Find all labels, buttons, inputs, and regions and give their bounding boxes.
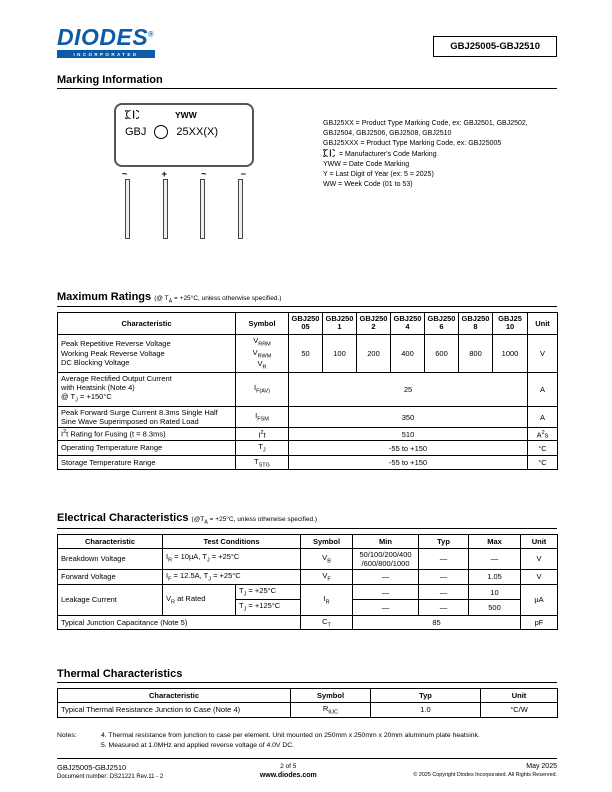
value-cell: 350: [289, 406, 528, 428]
footer-date: May 2025: [526, 763, 557, 770]
legend-line: [323, 149, 528, 160]
max-cell: 10: [469, 584, 521, 599]
col-unit: Unit: [521, 534, 558, 548]
value-cell: 50: [289, 335, 323, 373]
notes-label: Notes:: [57, 731, 77, 739]
section-title: Thermal Characteristics: [57, 668, 183, 681]
maximum-ratings-table: [57, 312, 558, 471]
col-part-gbj25005: GBJ250 05: [289, 312, 323, 334]
unit-cell: V: [521, 548, 558, 569]
value-cell: 85: [353, 615, 521, 630]
legend-line-text: = Manufacturer's Code Marking: [338, 150, 437, 158]
package-top-marking: [125, 110, 243, 120]
legend-line: YWW = Date Code Marking: [323, 161, 410, 169]
marking-type-code: 25XX(X): [176, 125, 218, 138]
value-cell: 510: [289, 428, 528, 441]
ul-mark-icon: [154, 125, 168, 139]
col-part-gbj2508: GBJ250 8: [459, 312, 493, 334]
thermal-characteristics-heading: [57, 668, 557, 683]
section-title: Marking Information: [57, 73, 163, 86]
value-cell: -55 to +150: [289, 455, 528, 470]
col-part-gbj2502: GBJ250 2: [357, 312, 391, 334]
marking-content: [57, 103, 557, 239]
diodes-mark-icon: [323, 149, 335, 157]
table-header-row: [58, 312, 558, 334]
section-subtitle: ($@T_A = +25^\circ C$, unless otherwise specified.): [191, 516, 318, 526]
note-item: 5. Measured at 1.0MHz and applied reverse voltage of 4.0V DC.: [101, 741, 295, 749]
table-row: [58, 455, 558, 470]
unit-cell: °C/W: [481, 703, 558, 718]
value-cell: 25: [289, 372, 528, 406]
characteristic-cell: Typical Junction Capacitance (Note 5): [58, 615, 301, 630]
typ-cell: —: [419, 584, 469, 599]
col-part-gbj2501: GBJ250 1: [323, 312, 357, 334]
col-unit: Unit: [528, 312, 558, 334]
electrical-characteristics-table: [57, 534, 558, 631]
symbol-cell: $I_{FSM}$: [236, 406, 289, 428]
max-cell: —: [469, 548, 521, 569]
min-cell: —: [353, 584, 419, 599]
part-number-box: GBJ25005-GBJ2510: [433, 36, 557, 57]
characteristic-cell: $I^2t$ Rating for Fusing (t = 8.3ms): [58, 428, 236, 441]
characteristic-cell: Peak Forward Surge Current 8.3ms Single Half Sine Wave Superimposed on Rated Load: [58, 406, 236, 428]
col-characteristic: Characteristic: [58, 689, 291, 703]
diodes-mark-icon: [125, 110, 139, 119]
col-part-gbj2504: GBJ250 4: [391, 312, 425, 334]
notes-items: [101, 731, 480, 751]
symbol-cell: $V_B$: [301, 548, 353, 569]
unit-cell: µA: [521, 584, 558, 615]
col-typ: Typ: [371, 689, 481, 703]
pin-symbol-minus: −: [240, 168, 246, 179]
col-max: Max: [469, 534, 521, 548]
section-title: Maximum Ratings: [57, 290, 152, 303]
website-link[interactable]: www.diodes.com: [259, 772, 317, 779]
symbol-cell: $V_F$: [301, 569, 353, 584]
table-row: [58, 548, 558, 569]
footer-part-number: GBJ25005-GBJ2510: [57, 763, 127, 772]
typ-cell: —: [419, 600, 469, 615]
marking-gbj: GBJ: [125, 125, 147, 138]
notes-block: [57, 731, 557, 751]
diodes-logo-text: DIODES®: [57, 24, 154, 50]
typ-cell: —: [419, 548, 469, 569]
marking-legend: [323, 119, 528, 239]
characteristic-cell: Average Rectified Output Current with Heatsink (Note 4) @ $T_J = +150^\circ C$: [58, 372, 236, 406]
value-cell: 600: [425, 335, 459, 373]
unit-cell: °C: [528, 455, 558, 470]
copyright-text: © 2025 Copyright Diodes Incorporated. All Rights Reserved.: [413, 772, 557, 778]
electrical-characteristics-heading: [57, 512, 557, 528]
symbol-cell: $I_R$: [301, 584, 353, 615]
legend-line: GBJ25XXX = Product Type Marking Code, ex: GBJ25005: [323, 139, 502, 147]
max-cell: 500: [469, 600, 521, 615]
symbol-cell: $I^2t$: [236, 428, 289, 441]
symbol-cell: $I_{F(AV)}$: [236, 372, 289, 406]
document-number: Document number: DS21221 Rev.11 - 2: [57, 774, 164, 780]
conditions-cell: $I_F = 12.5A$, $T_J = +25^\circ C$: [163, 569, 301, 584]
table-row: [58, 441, 558, 456]
col-typ: Typ: [419, 534, 469, 548]
unit-cell: V: [521, 569, 558, 584]
characteristic-cell: Leakage Current: [58, 584, 163, 615]
page-footer: [57, 758, 557, 780]
value-cell: 800: [459, 335, 493, 373]
table-row: [58, 569, 558, 584]
unit-cell: A: [528, 372, 558, 406]
section-title: Electrical Characteristics: [57, 512, 189, 525]
package-leg: [238, 179, 243, 239]
diodes-logo-subtext: INCORPORATED: [57, 50, 155, 58]
package-type-marking: [125, 125, 243, 139]
col-symbol: Symbol: [291, 689, 371, 703]
col-symbol: Symbol: [236, 312, 289, 334]
table-row: [58, 703, 558, 718]
page-indicator: 2 of 5: [280, 763, 297, 770]
maximum-ratings-heading: [57, 291, 557, 307]
footer-right: [413, 763, 557, 778]
conditions-cell: $V_R$ at Rated: [163, 584, 236, 615]
package-leg: [163, 179, 168, 239]
section-subtitle: (@ $T_A = +25^\circ C$, unless otherwise specified.): [154, 294, 282, 304]
package-legs: [125, 179, 243, 239]
typ-cell: 1.0: [371, 703, 481, 718]
unit-cell: pF: [521, 615, 558, 630]
min-cell: 50/100/200/400 /600/800/1000: [353, 548, 419, 569]
conditions-cell: $I_R = 10\mu A$, $T_J = +25^\circ C$: [163, 548, 301, 569]
characteristic-cell: Operating Temperature Range: [58, 441, 236, 456]
col-characteristic: Characteristic: [58, 534, 163, 548]
pin-symbol-ac2: ~: [201, 168, 207, 179]
unit-cell: °C: [528, 441, 558, 456]
table-row: [58, 584, 558, 599]
value-cell: 200: [357, 335, 391, 373]
col-characteristic: Characteristic: [58, 312, 236, 334]
unit-cell: V: [528, 335, 558, 373]
symbol-cell: $V_{RRM}$ $V_{RWM}$ $V_R$: [236, 335, 289, 373]
col-part-gbj2506: GBJ250 6: [425, 312, 459, 334]
symbol-cell: $T_{STG}$: [236, 455, 289, 470]
footer-center: [260, 763, 317, 779]
characteristic-cell: Storage Temperature Range: [58, 455, 236, 470]
package-leg: [200, 179, 205, 239]
col-min: Min: [353, 534, 419, 548]
note-item: 4. Thermal resistance from junction to case per element. Unit mounted on 250mm x 250mm x 20mm aluminum plate heatsink.: [101, 731, 480, 739]
value-cell: 400: [391, 335, 425, 373]
symbol-cell: $R_{\theta JC}$: [291, 703, 371, 718]
pin-symbol-ac1: ~: [122, 168, 128, 179]
col-part-gbj2510: GBJ25 10: [493, 312, 528, 334]
thermal-characteristics-table: [57, 688, 558, 718]
pin-symbol-plus: +: [161, 168, 167, 179]
condition-sub-cell: $T_J = +125^\circ C$: [236, 600, 301, 615]
legend-line: WW = Week Code (01 to 53): [323, 181, 413, 189]
value-cell: 1000: [493, 335, 528, 373]
package-body: [114, 103, 254, 167]
col-unit: Unit: [481, 689, 558, 703]
marking-information-heading: [57, 74, 557, 89]
characteristic-cell: Peak Repetitive Reverse Voltage Working Peak Reverse Voltage DC Blocking Voltage: [58, 335, 236, 373]
package-leg: [125, 179, 130, 239]
table-row: [58, 335, 558, 373]
legend-line: GBJ2504, GBJ2506, GBJ2508, GBJ2510: [323, 129, 452, 137]
unit-cell: $A^2s$: [528, 428, 558, 441]
diodes-logo: [57, 26, 155, 58]
symbol-cell: $T_J$: [236, 441, 289, 456]
typ-cell: —: [419, 569, 469, 584]
value-cell: 100: [323, 335, 357, 373]
col-test-conditions: Test Conditions: [163, 534, 301, 548]
table-row: [58, 428, 558, 441]
table-row: [58, 615, 558, 630]
characteristic-cell: Forward Voltage: [58, 569, 163, 584]
table-header-row: [58, 534, 558, 548]
value-cell: -55 to +150: [289, 441, 528, 456]
characteristic-cell: Breakdown Voltage: [58, 548, 163, 569]
pin-polarity-markings: [122, 169, 246, 179]
table-header-row: [58, 689, 558, 703]
min-cell: —: [353, 600, 419, 615]
condition-sub-cell: $T_J = +25^\circ C$: [236, 584, 301, 599]
legend-line: GBJ25XX = Product Type Marking Code, ex: GBJ2501, GBJ2502,: [323, 119, 528, 127]
page-header: [57, 26, 557, 58]
min-cell: —: [353, 569, 419, 584]
footer-left: [57, 763, 163, 780]
table-row: [58, 372, 558, 406]
unit-cell: A: [528, 406, 558, 428]
datasheet-page: [57, 0, 557, 751]
max-cell: 1.05: [469, 569, 521, 584]
table-row: [58, 406, 558, 428]
date-code-marking: YWW: [175, 109, 197, 120]
registered-mark: ®: [148, 31, 154, 39]
col-symbol: Symbol: [301, 534, 353, 548]
symbol-cell: $C_T$: [301, 615, 353, 630]
legend-line: Y = Last Digit of Year (ex: 5 = 2025): [323, 171, 434, 179]
characteristic-cell: Typical Thermal Resistance Junction to Case (Note 4): [58, 703, 291, 718]
package-marking-diagram: [109, 103, 259, 239]
